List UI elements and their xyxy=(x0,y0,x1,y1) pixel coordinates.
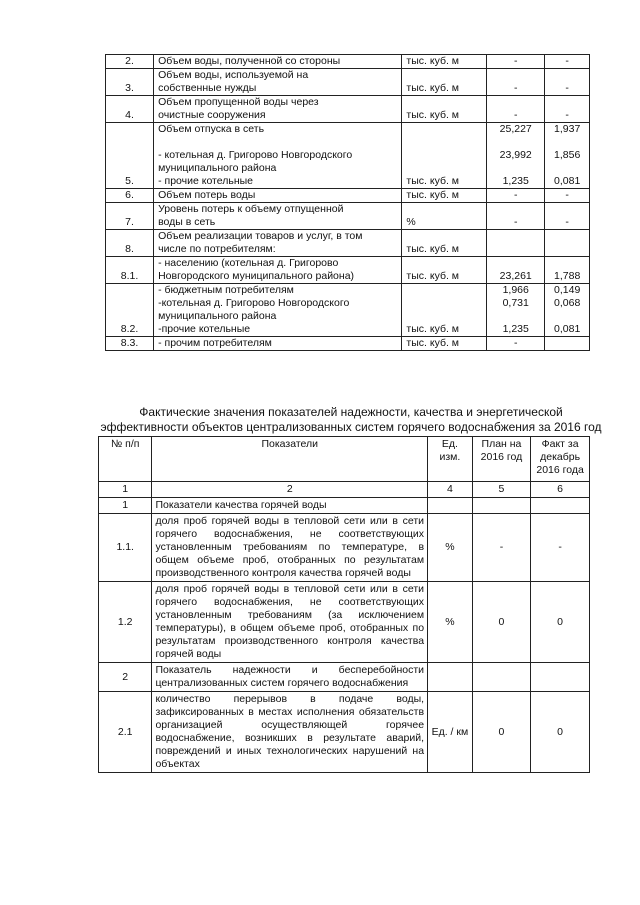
plan-value xyxy=(472,498,530,514)
table-row xyxy=(99,498,590,514)
value-line: - xyxy=(513,82,518,94)
value-line: - xyxy=(513,109,518,121)
name-line: - бюджетным потребителям xyxy=(158,284,294,296)
table-row xyxy=(106,230,590,257)
row-unit: тыс. куб. м xyxy=(402,69,487,96)
name-line: Объем отпуска в сеть xyxy=(158,123,265,135)
row-number: 6. xyxy=(106,189,154,203)
row-number: 2 xyxy=(99,663,152,692)
value-fact xyxy=(545,203,590,230)
row-number: 1 xyxy=(99,498,152,514)
row-number: 3. xyxy=(106,69,154,96)
table-row xyxy=(106,69,590,96)
value-plan xyxy=(487,189,545,203)
name-line: -котельная д. Григорово Новгородского xyxy=(158,297,350,309)
row-number: 8.2. xyxy=(106,284,154,337)
name-line: -прочие котельные xyxy=(158,323,251,335)
header-indicator: Показатели xyxy=(152,437,428,482)
row-number: 2.1 xyxy=(99,692,152,773)
value-line xyxy=(491,136,540,149)
value-line: 0,149 xyxy=(554,284,581,296)
value-line: 0,081 xyxy=(554,175,581,187)
header-plan: План на 2016 год xyxy=(472,437,530,482)
column-number-row xyxy=(99,482,590,498)
colnum-4: 4 xyxy=(428,482,473,498)
value-line: - xyxy=(565,109,569,121)
value-line xyxy=(549,162,585,175)
value-fact xyxy=(545,96,590,123)
row-name xyxy=(154,203,402,230)
name-line: Объем реализации товаров и услуг, в том xyxy=(158,230,363,242)
value-fact xyxy=(545,230,590,257)
value-plan xyxy=(487,203,545,230)
row-unit: тыс. куб. м xyxy=(402,337,487,351)
plan-value: - xyxy=(472,514,530,582)
row-unit: тыс. куб. м xyxy=(402,189,487,203)
row-name xyxy=(154,337,402,351)
plan-value xyxy=(472,663,530,692)
row-number: 8.3. xyxy=(106,337,154,351)
name-line xyxy=(158,136,397,149)
value-plan xyxy=(487,69,545,96)
name-line: числе по потребителям: xyxy=(158,243,276,255)
value-line: 1,856 xyxy=(554,149,581,161)
table-row xyxy=(106,257,590,284)
value-line xyxy=(491,243,540,256)
value-line: 23,992 xyxy=(499,149,532,161)
fact-value: 0 xyxy=(531,692,590,773)
value-plan xyxy=(487,337,545,351)
value-plan xyxy=(487,230,545,257)
row-number: 8. xyxy=(106,230,154,257)
value-line: 23,261 xyxy=(499,270,532,282)
row-unit: % xyxy=(402,203,487,230)
value-plan xyxy=(487,123,545,189)
colnum-5: 5 xyxy=(472,482,530,498)
value-fact xyxy=(545,69,590,96)
row-name xyxy=(154,69,402,96)
table-row xyxy=(106,123,590,189)
value-line: 0,731 xyxy=(502,297,529,309)
row-unit: тыс. куб. м xyxy=(402,123,487,189)
value-line: - xyxy=(513,189,518,201)
indicator-text: доля проб горячей воды в тепловой сети или в сети горячего водоснабжения, не соответствующих установленным требованиям по температуре, в общем объеме проб, отобранных по результатам производственного контроля качества горячей воды xyxy=(152,514,428,582)
value-line xyxy=(491,162,540,175)
row-unit: тыс. куб. м xyxy=(402,257,487,284)
colnum-1: 1 xyxy=(99,482,152,498)
row-unit: Ед. / км xyxy=(428,692,473,773)
row-unit: тыс. куб. м xyxy=(402,284,487,337)
value-fact xyxy=(545,123,590,189)
row-unit xyxy=(428,663,473,692)
table-row xyxy=(106,55,590,69)
row-number: 7. xyxy=(106,203,154,230)
name-line: Объем пропущенной воды через xyxy=(158,96,319,108)
table-row xyxy=(106,337,590,351)
name-line: - прочим потребителям xyxy=(158,337,272,349)
value-line: 0,068 xyxy=(554,297,581,309)
name-line: Объем воды, используемой на xyxy=(158,69,309,81)
value-line: - xyxy=(565,55,569,67)
value-plan xyxy=(487,55,545,69)
header-unit: Ед. изм. xyxy=(428,437,473,482)
colnum-2: 2 xyxy=(152,482,428,498)
name-line: - котельная д. Григорово Новгородского xyxy=(158,149,353,161)
row-unit: % xyxy=(428,582,473,663)
colnum-6: 6 xyxy=(531,482,590,498)
indicator-text: доля проб горячей воды в тепловой сети или в сети горячего водоснабжения, не соответствующих установленным требованиям (за исключением температуры), в общем объеме проб, отобранных по результатам производственного контроля качества горячей воды xyxy=(152,582,428,663)
value-line: - xyxy=(565,189,569,201)
value-line: 1,235 xyxy=(502,175,529,187)
fact-value: - xyxy=(531,514,590,582)
value-line: 25,227 xyxy=(499,123,532,135)
plan-value: 0 xyxy=(472,692,530,773)
name-line: собственные нужды xyxy=(158,82,257,94)
row-name xyxy=(154,257,402,284)
hot-water-indicators-table xyxy=(98,436,590,773)
value-line: 1,937 xyxy=(554,123,581,135)
value-fact xyxy=(545,284,590,337)
value-line: 1,235 xyxy=(502,323,529,335)
row-number: 5. xyxy=(106,123,154,189)
value-plan xyxy=(487,257,545,284)
value-line xyxy=(549,243,585,256)
table-row xyxy=(106,96,590,123)
name-line: Объем воды, полученной со стороны xyxy=(158,55,341,67)
table-row xyxy=(106,189,590,203)
row-unit: тыс. куб. м xyxy=(402,96,487,123)
indicator-text: количество перерывов в подаче воды, зафиксированных в местах исполнения обязательств организацией осуществляющей горячее водоснабжение, возникших в результате аварий, повреждений и иных технологических нарушений на объектах xyxy=(152,692,428,773)
row-number: 1.1. xyxy=(99,514,152,582)
value-plan xyxy=(487,284,545,337)
row-number: 2. xyxy=(106,55,154,69)
value-line xyxy=(549,337,585,350)
name-line: очистные сооружения xyxy=(158,109,266,121)
water-volume-table xyxy=(105,54,590,351)
fact-value xyxy=(531,663,590,692)
table-row xyxy=(99,582,590,663)
row-name xyxy=(154,284,402,337)
value-line: 0,081 xyxy=(554,323,581,335)
value-fact xyxy=(545,257,590,284)
table-row xyxy=(106,203,590,230)
row-name xyxy=(154,123,402,189)
row-unit: тыс. куб. м xyxy=(402,230,487,257)
table-row xyxy=(99,663,590,692)
value-line: - xyxy=(565,82,569,94)
value-fact xyxy=(545,55,590,69)
row-name xyxy=(154,96,402,123)
row-number: 4. xyxy=(106,96,154,123)
row-name xyxy=(154,189,402,203)
name-line: Объем потерь воды xyxy=(158,189,256,201)
value-line: 1,966 xyxy=(502,284,529,296)
fact-value: 0 xyxy=(531,582,590,663)
value-fact xyxy=(545,337,590,351)
value-line: - xyxy=(513,216,518,228)
name-line: - населению (котельная д. Григорово xyxy=(158,257,339,269)
value-line: 1,788 xyxy=(554,270,581,282)
header-fact: Факт за декабрь 2016 года xyxy=(531,437,590,482)
row-unit: % xyxy=(428,514,473,582)
row-unit xyxy=(428,498,473,514)
indicator-text: Показатель надежности и бесперебойности централизованных систем горячего водоснабжения xyxy=(152,663,428,692)
value-plan xyxy=(487,96,545,123)
value-line: - xyxy=(513,55,518,67)
fact-value xyxy=(531,498,590,514)
row-number: 8.1. xyxy=(106,257,154,284)
row-name xyxy=(154,230,402,257)
name-line: муниципального района xyxy=(158,162,277,174)
table-header-row xyxy=(99,437,590,482)
table-row xyxy=(99,514,590,582)
section-heading: Фактические значения показателей надежности, качества и энергетической эффективности объектов централизованных систем горячего водоснабжения за 2016 год xyxy=(100,405,602,434)
table-row xyxy=(99,692,590,773)
header-number: № п/п xyxy=(99,437,152,482)
value-line xyxy=(491,310,540,323)
name-line: - прочие котельные xyxy=(158,175,254,187)
name-line: Уровень потерь к объему отпущенной xyxy=(158,203,344,215)
table-row xyxy=(106,284,590,337)
name-line: муниципального района xyxy=(158,310,277,322)
plan-value: 0 xyxy=(472,582,530,663)
row-unit: тыс. куб. м xyxy=(402,55,487,69)
name-line: Новгородского муниципального района) xyxy=(158,270,355,282)
value-fact xyxy=(545,189,590,203)
value-line xyxy=(549,310,585,323)
value-line: - xyxy=(565,216,569,228)
name-line: воды в сеть xyxy=(158,216,216,228)
value-line xyxy=(549,136,585,149)
indicator-text: Показатели качества горячей воды xyxy=(152,498,428,514)
row-number: 1.2 xyxy=(99,582,152,663)
value-line: - xyxy=(513,337,518,349)
row-name xyxy=(154,55,402,69)
